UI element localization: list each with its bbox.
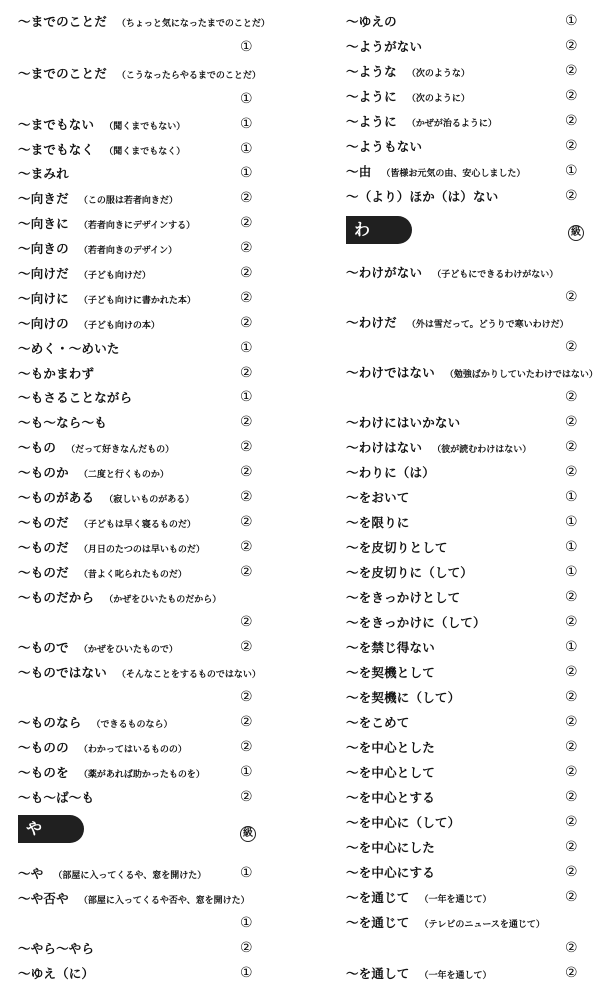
level-mark: ② xyxy=(240,265,253,281)
level-mark: ② xyxy=(565,739,578,755)
level-mark: ② xyxy=(565,188,578,204)
level-mark: ② xyxy=(565,38,578,54)
grammar-pattern: ～ものがある xyxy=(18,490,95,505)
list-item xyxy=(18,862,286,884)
example-text: （一年を通じて） xyxy=(419,895,492,905)
list-item xyxy=(18,962,286,984)
list-item xyxy=(346,486,590,508)
list-item xyxy=(346,85,590,107)
example-text: （寂しいものがある） xyxy=(104,495,195,505)
level-mark: ② xyxy=(565,965,578,981)
list-item xyxy=(18,636,286,658)
grammar-pattern: ～や否や xyxy=(18,891,69,906)
grammar-pattern: ～向きに xyxy=(18,216,69,231)
grammar-pattern: ～を契機として xyxy=(346,665,435,680)
level-mark: ① xyxy=(240,915,253,931)
grammar-pattern: ～わけにはいかない xyxy=(346,415,461,430)
grammar-pattern: ～向けに xyxy=(18,291,69,306)
level-mark: ① xyxy=(240,340,253,356)
list-item xyxy=(18,461,286,483)
level-mark: ② xyxy=(565,589,578,605)
grammar-pattern: ～を中心にする xyxy=(346,865,435,880)
grammar-pattern: ～わけではない xyxy=(346,365,435,380)
grammar-pattern: ～ゆえの xyxy=(346,14,397,29)
grammar-pattern: ～ものだ xyxy=(18,515,69,530)
example-text: （彼が読むわけはない） xyxy=(432,445,532,455)
list-item xyxy=(18,937,286,959)
grammar-pattern: ～を通じて xyxy=(346,915,410,930)
grammar-pattern: ～（より）ほか（は）ない xyxy=(346,189,499,204)
grammar-pattern: ～ような xyxy=(346,64,397,79)
grammar-pattern: ～をきっかけに（して） xyxy=(346,615,486,630)
level-mark: ② xyxy=(565,664,578,680)
level-mark: ② xyxy=(565,889,578,905)
level-mark: ② xyxy=(240,414,253,430)
list-item xyxy=(18,237,286,259)
level-mark: ② xyxy=(240,940,253,956)
level-mark: ② xyxy=(240,789,253,805)
level-mark: ② xyxy=(565,464,578,480)
section-header-wa xyxy=(346,216,412,244)
list-item xyxy=(346,511,590,533)
level-mark: ② xyxy=(240,240,253,256)
level-mark: ② xyxy=(565,689,578,705)
example-text: （テレビのニュースを通じて） xyxy=(419,920,545,930)
list-item xyxy=(346,35,590,57)
section-header-ya-char: や xyxy=(26,819,43,838)
grammar-pattern: ～までもなく xyxy=(18,142,95,157)
grammar-pattern: ～もさることながら xyxy=(18,390,133,405)
list-item xyxy=(346,361,598,383)
grammar-pattern: ～を皮切りとして xyxy=(346,540,448,555)
example-text: （若者向きにデザインする） xyxy=(78,221,196,231)
grammar-pattern: ～を通して xyxy=(346,966,410,981)
level-mark: ② xyxy=(240,639,253,655)
example-text: （子ども向けの本） xyxy=(78,321,160,331)
list-item xyxy=(346,861,590,883)
level-mark: ② xyxy=(565,839,578,855)
grammar-pattern: ～を中心とした xyxy=(346,740,435,755)
section-header-wa-char: わ xyxy=(354,220,371,239)
list-item xyxy=(18,386,286,408)
example-text: （部屋に入ってくるや否や、窓を開けた） xyxy=(78,896,250,906)
level-mark: ① xyxy=(565,539,578,555)
list-item xyxy=(346,135,590,157)
level-mark: ① xyxy=(240,965,253,981)
level-mark: ② xyxy=(565,138,578,154)
list-item xyxy=(18,561,286,583)
level-mark: ② xyxy=(240,614,253,630)
level-mark: ② xyxy=(565,88,578,104)
grammar-pattern: ～ものを xyxy=(18,765,69,780)
list-item xyxy=(346,761,590,783)
list-item xyxy=(18,262,286,284)
grammar-pattern: ～もの xyxy=(18,440,57,455)
grammar-pattern: ～ものではない xyxy=(18,665,107,680)
example-text: （子どもは早く寝るものだ） xyxy=(78,520,196,530)
level-mark: ① xyxy=(240,39,253,55)
list-item xyxy=(18,761,286,783)
example-text: （外は雪だって。どうりで寒いわけだ） xyxy=(406,320,569,330)
grammar-pattern: ～までのことだ xyxy=(18,14,107,29)
grammar-pattern: ～わりに（は） xyxy=(346,465,435,480)
list-item xyxy=(18,486,286,508)
list-item xyxy=(18,62,286,84)
list-item xyxy=(346,611,590,633)
level-mark: ① xyxy=(565,489,578,505)
grammar-pattern: ～ものなら xyxy=(18,715,82,730)
level-mark: ② xyxy=(240,365,253,381)
example-text: （薬があれば助かったものを） xyxy=(78,770,205,780)
example-text: （こうなったらやるまでのことだ） xyxy=(116,71,261,81)
grammar-pattern: ～をおいて xyxy=(346,490,410,505)
list-item xyxy=(18,786,286,808)
example-text: （できるものなら） xyxy=(91,720,173,730)
list-item xyxy=(346,711,590,733)
example-text: （皆様お元気の由、安心しました） xyxy=(381,169,526,179)
level-mark: ② xyxy=(565,389,578,405)
level-mark: ① xyxy=(565,13,578,29)
list-item xyxy=(18,661,286,683)
list-item xyxy=(18,312,286,334)
grammar-pattern: ～向けの xyxy=(18,316,69,331)
level-mark: ① xyxy=(565,564,578,580)
list-item xyxy=(346,911,590,933)
list-item xyxy=(346,536,590,558)
level-mark: ① xyxy=(240,116,253,132)
grammar-pattern: ～ものの xyxy=(18,740,69,755)
list-item xyxy=(346,811,590,833)
grammar-pattern: ～ように xyxy=(346,114,397,129)
section-header-ya xyxy=(18,815,84,843)
list-item xyxy=(18,586,286,608)
level-mark: ② xyxy=(565,614,578,630)
list-item xyxy=(346,836,590,858)
list-item xyxy=(18,686,286,708)
grammar-pattern: ～も～ば～も xyxy=(18,790,95,805)
list-item xyxy=(346,962,590,984)
level-mark: ② xyxy=(565,63,578,79)
example-text: （この服は若者向きだ） xyxy=(78,196,178,206)
right-column xyxy=(346,0,598,992)
grammar-pattern: ～を契機に（して） xyxy=(346,690,461,705)
list-item xyxy=(346,286,590,308)
grammar-pattern: ～ものだ xyxy=(18,540,69,555)
example-text: （かぜをひいたもので） xyxy=(78,645,178,655)
example-text: （若者向きのデザイン） xyxy=(78,246,178,256)
level-mark: ② xyxy=(240,489,253,505)
list-item xyxy=(346,311,590,333)
grammar-pattern: ～や xyxy=(18,866,44,881)
list-item xyxy=(346,436,590,458)
list-item xyxy=(346,386,590,408)
list-item xyxy=(18,187,286,209)
example-text: （子どもにできるわけがない） xyxy=(432,270,559,280)
grammar-pattern: ～ゆえ（に） xyxy=(18,966,95,981)
grammar-pattern: ～も～なら～も xyxy=(18,415,107,430)
example-text: （月日のたつのは早いものだ） xyxy=(78,545,205,555)
level-mark: ② xyxy=(240,739,253,755)
example-text: （かぜをひいたものだから） xyxy=(104,595,222,605)
level-mark: ① xyxy=(240,764,253,780)
list-item xyxy=(18,736,286,758)
grammar-pattern: ～わけはない xyxy=(346,440,423,455)
list-item xyxy=(18,88,286,110)
level-mark: ① xyxy=(240,865,253,881)
level-mark: ① xyxy=(240,165,253,181)
example-text: （かぜが治るように） xyxy=(406,119,497,129)
level-mark: ① xyxy=(565,514,578,530)
grammar-pattern: ～をきっかけとして xyxy=(346,590,461,605)
grammar-pattern: ～ものか xyxy=(18,465,69,480)
list-item xyxy=(346,686,590,708)
list-item xyxy=(346,160,590,182)
example-text: （子ども向けだ） xyxy=(78,271,151,281)
level-mark: ① xyxy=(240,91,253,107)
grammar-pattern: ～を禁じ得ない xyxy=(346,640,435,655)
level-mark: ② xyxy=(565,789,578,805)
example-text: （わかってはいるものの） xyxy=(78,745,187,755)
grammar-pattern: ～を皮切りに（して） xyxy=(346,565,474,580)
level-mark: ② xyxy=(565,339,578,355)
level-mark: ① xyxy=(565,163,578,179)
list-item xyxy=(346,10,590,32)
grammar-pattern: ～ものだ xyxy=(18,565,69,580)
level-mark: ② xyxy=(240,464,253,480)
level-mark: ② xyxy=(565,439,578,455)
list-item xyxy=(18,113,286,135)
grammar-pattern: ～を中心にした xyxy=(346,840,435,855)
list-item xyxy=(18,887,286,909)
grammar-pattern: ～ように xyxy=(346,89,397,104)
list-item xyxy=(346,586,590,608)
level-mark: ② xyxy=(240,514,253,530)
list-item xyxy=(346,786,590,808)
list-item xyxy=(18,287,286,309)
level-mark: ② xyxy=(240,290,253,306)
list-item xyxy=(346,110,590,132)
level-mark: ② xyxy=(240,215,253,231)
level-mark: ② xyxy=(240,564,253,580)
level-mark: ② xyxy=(240,190,253,206)
level-mark: ① xyxy=(565,639,578,655)
list-item xyxy=(346,185,590,207)
level-mark: ① xyxy=(240,141,253,157)
list-item xyxy=(18,212,286,234)
example-text: （ちょっと気になったまでのことだ） xyxy=(116,19,270,29)
grammar-pattern: ～ようがない xyxy=(346,39,423,54)
example-text: （子ども向けに書かれた本） xyxy=(78,296,196,306)
level-mark: ② xyxy=(565,289,578,305)
level-mark: ② xyxy=(565,414,578,430)
grammar-pattern: ～まみれ xyxy=(18,166,69,181)
grammar-pattern: ～を限りに xyxy=(346,515,410,530)
example-text: （次のような） xyxy=(406,69,470,79)
example-text: （昔よく叱られたものだ） xyxy=(78,570,187,580)
example-text: （だって好きなんだもの） xyxy=(66,445,175,455)
grammar-pattern: ～までもない xyxy=(18,117,95,132)
example-text: （聞くまでもない） xyxy=(104,122,186,132)
list-item xyxy=(18,138,286,160)
grammar-pattern: ～を中心とする xyxy=(346,790,435,805)
level-mark: ① xyxy=(240,389,253,405)
level-mark: ② xyxy=(240,714,253,730)
grammar-pattern: ～めく・～めいた xyxy=(18,341,120,356)
list-item xyxy=(18,362,286,384)
level-mark: ② xyxy=(565,113,578,129)
list-item xyxy=(346,736,590,758)
example-text: （勉強ばかりしていたわけではない） xyxy=(444,370,598,380)
list-item xyxy=(346,411,590,433)
list-item xyxy=(346,336,590,358)
level-mark: ② xyxy=(565,814,578,830)
list-item xyxy=(18,436,286,458)
grammar-pattern: ～向けだ xyxy=(18,266,69,281)
level-mark: ② xyxy=(565,940,578,956)
grammar-pattern: ～やら～やら xyxy=(18,941,95,956)
list-item xyxy=(346,937,590,959)
list-item xyxy=(346,561,590,583)
level-mark: ② xyxy=(565,764,578,780)
list-item xyxy=(18,162,286,184)
left-column xyxy=(18,0,286,992)
grammar-pattern: ～をこめて xyxy=(346,715,410,730)
grammar-pattern: ～向きの xyxy=(18,241,69,256)
example-text: （次のように） xyxy=(406,94,470,104)
grammar-pattern: ～ようもない xyxy=(346,139,423,154)
example-text: （そんなことをするものではない） xyxy=(116,670,261,680)
level-mark: ② xyxy=(565,714,578,730)
grammar-pattern: ～わけがない xyxy=(346,265,423,280)
list-item xyxy=(346,661,590,683)
list-item xyxy=(18,611,286,633)
grammar-pattern: ～を中心として xyxy=(346,765,435,780)
level-mark: ② xyxy=(565,864,578,880)
example-text: （部屋に入ってくるや、窓を開けた） xyxy=(53,871,207,881)
kyu-badge-ya: 級 xyxy=(240,826,256,842)
list-item xyxy=(18,711,286,733)
list-item xyxy=(18,337,286,359)
grammar-pattern: ～もので xyxy=(18,640,69,655)
level-mark: ② xyxy=(240,539,253,555)
level-mark: ② xyxy=(240,315,253,331)
grammar-pattern: ～までのことだ xyxy=(18,66,107,81)
list-item xyxy=(346,60,590,82)
grammar-pattern: ～もかまわず xyxy=(18,366,95,381)
example-text: （二度と行くものか） xyxy=(78,470,169,480)
list-item xyxy=(18,10,286,32)
example-text: （聞くまでもなく） xyxy=(104,147,186,157)
grammar-pattern: ～ものだから xyxy=(18,590,95,605)
list-item xyxy=(346,636,590,658)
grammar-pattern: ～向きだ xyxy=(18,191,69,206)
list-item xyxy=(18,36,286,58)
list-item xyxy=(18,511,286,533)
grammar-pattern: ～わけだ xyxy=(346,315,397,330)
level-mark: ② xyxy=(240,439,253,455)
level-mark: ② xyxy=(240,689,253,705)
grammar-pattern: ～を通じて xyxy=(346,890,410,905)
grammar-pattern: ～由 xyxy=(346,164,372,179)
list-item xyxy=(346,461,590,483)
example-text: （一年を通して） xyxy=(419,971,492,981)
list-item xyxy=(18,536,286,558)
list-item xyxy=(18,411,286,433)
list-item xyxy=(346,886,590,908)
kyu-badge-wa: 級 xyxy=(568,225,584,241)
list-item xyxy=(346,261,590,283)
grammar-pattern: ～を中心に（して） xyxy=(346,815,461,830)
list-item xyxy=(18,912,286,934)
